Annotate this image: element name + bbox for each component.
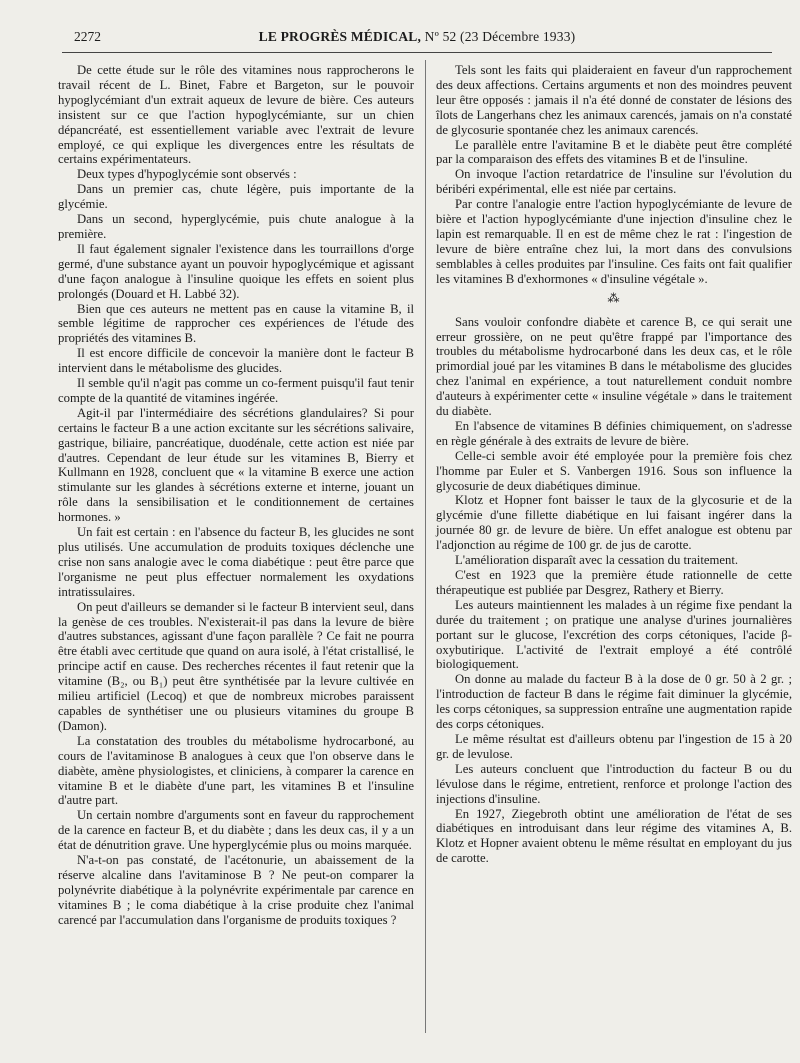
- section-asterism: ⁂: [607, 290, 621, 305]
- paragraph: On donne au malade du facteur B à la dose de 0 gr. 50 à 2 gr. ; l'introduction de facteur B dans le régime fait diminuer la glycémie, les corps cétoniques, sa suppression entraîne une augmentation rapide des corps cétoniques.: [436, 672, 792, 732]
- paragraph: Bien que ces auteurs ne mettent pas en cause la vitamine B, il semble légitime de rapprocher ces expériences de l'étude des propriétés des vitamines B.: [58, 301, 414, 346]
- paragraph: Agit-il par l'intermédiaire des sécrétions glandulaires? Si pour certains le facteur B a une action excitante sur les sécrétions salivaire, gastrique, biliaire, pancréatique, duodénale, cette action est niée par d'autres. Cependant de leur étude sur les vitamines B, Bierry et Kullmann en 1928, concluent que « la vitamine B exerce une action stimulante sur les glandes à sécrétions externe et interne, jouant un rôle dans la sensibilisation et le conditionnement de certaines hormones. »: [58, 405, 414, 525]
- paragraph: En l'absence de vitamines B définies chimiquement, on s'adresse en règle générale à des extraits de levure de bière.: [436, 418, 792, 448]
- paragraph: Les auteurs maintiennent les malades à un régime fixe pendant la durée du traitement ; on pratique une analyse d'urines journalières portant sur le glucose, l'excrétion des corps cétoniques, l'acide β-oxybutirique. L'activité de l'extrait employé a été contrôlé biologiquement.: [436, 597, 792, 672]
- paragraph: Deux types d'hypoglycémie sont observés :: [77, 167, 297, 182]
- paragraph: Sans vouloir confondre diabète et carence B, ce qui serait une erreur grossière, on ne peut qu'être frappé par l'importance des troubles du métabolisme hydrocarboné dans les deux cas, et le rôle primordial joué par les vitamines B dans le métabolisme des glucides chez l'animal en expérience, a tout naturellement conduit nombre d'auteurs à expérimenter cette « insuline végétale » dans le traitement du diabète.: [436, 314, 792, 419]
- paragraph: Dans un second, hyperglycémie, puis chute analogue à la première.: [58, 212, 414, 241]
- column-divider: [425, 60, 426, 1033]
- paragraph: La constatation des troubles du métabolisme hydrocarboné, au cours de l'avitaminose B analogues à ceux que l'on observe dans le diabète, amène physiologistes, et cliniciens, à comparer la carence en vitamine B et le diabète d'une part, les vitamines B et l'insuline d'autre part.: [58, 733, 414, 808]
- paragraph: On invoque l'action retardatrice de l'insuline sur l'évolution du béribéri expérimental, elle est niée par certains.: [436, 167, 792, 197]
- paragraph: Dans un premier cas, chute légère, puis importante de la glycémie.: [58, 182, 414, 212]
- paragraph: N'a-t-on pas constaté, de l'acétonurie, un abaissement de la réserve alcaline dans l'avitaminose B ? Ne peut-on comparer la polynévrite diabétique à la polynévrite expérimentale par carence en vitamines B ; le coma diabétique à la crise produite chez l'animal carencé par l'accumulation dans l'organisme de produits toxiques ?: [58, 853, 414, 927]
- paragraph: En 1927, Ziegebroth obtint une amélioration de l'état de ses diabétiques en introduisant dans leur régime des vitamines A, B. Klotz et Hopner avaient obtenu le même résultat en employant du jus de carotte.: [436, 806, 792, 866]
- paragraph: Un fait est certain : en l'absence du facteur B, les glucides ne sont plus utilisés. Une accumulation de produits toxiques déclenche une crise non sans analogie avec le coma diabétique : peut être parce que l'organisme ne peut plus effectuer normalement les oxydations intratissulaires.: [58, 525, 414, 599]
- page-header: [62, 26, 772, 48]
- paragraph: Klotz et Hopner font baisser le taux de la glycosurie et de la glycémie d'une fillette diabétique en lui faisant ingérer dans la journée 80 gr. de levure de bière. Un effet analogue est obtenu par l'adjonction au régime de 100 gr. de jus de carotte.: [436, 493, 792, 553]
- running-head: [62, 26, 772, 48]
- paragraph: Le même résultat est d'ailleurs obtenu par l'ingestion de 15 à 20 gr. de levulose.: [436, 731, 792, 761]
- paragraph: De cette étude sur le rôle des vitamines nous rapprocherons le travail récent de L. Binet, Fabre et Bargeton, sur le pouvoir hypoglycémiant d'un extrait aqueux de levure de bière. Ces auteurs insistent sur ce que l'action hypoglycémiante, sur un chien dépancréaté, est essentiellement variable avec l'extrait de levure employé, ce qui explique les divergences entre les résultats de certains expérimentateurs.: [58, 63, 414, 167]
- paragraph: C'est en 1923 que la première étude rationnelle de cette thérapeutique est publiée par Desgrez, Rathery et Bierry.: [436, 568, 792, 597]
- issue-info: Nº 52 (23 Décembre 1933): [424, 29, 576, 44]
- paragraph: Les auteurs concluent que l'introduction du facteur B ou du lévulose dans le régime, entretient, renforce et prolonge l'action des injections d'insuline.: [436, 761, 792, 806]
- right-column: [436, 63, 792, 866]
- paragraph: Celle-ci semble avoir été employée pour la première fois chez l'homme par Euler et S. Vanbergen 1916. Sous son influence la glycosurie de deux diabétiques diminue.: [436, 448, 792, 493]
- journal-title: LE PROGRÈS MÉDICAL,: [258, 29, 422, 44]
- paragraph: Le parallèle entre l'avitamine B et le diabète peut être complété par la comparaison des effets des vitamines B et de l'insuline.: [436, 137, 792, 167]
- paragraph: Il faut également signaler l'existence dans les tourraillons d'orge germé, d'une substance ayant un pouvoir hypoglycémique et agissant d'une façon analogue à l'insuline quoique les effets en soient plus prolongés (Douard et H. Labbé 32).: [58, 241, 414, 301]
- header-rule: [62, 52, 772, 53]
- paragraph: Un certain nombre d'arguments sont en faveur du rapprochement de la carence en facteur B, et du diabète ; dans les deux cas, il y a un état de dénutrition grave. Une hyperglycémie plus ou moins marquée.: [58, 808, 414, 853]
- paragraph: Tels sont les faits qui plaideraient en faveur d'un rapprochement des deux affections. Certains arguments et non des moindres peuvent leur être opposés : jamais il n'a été donné de constater de lésions des îlots de Langerhans chez les animaux carencés, jamais on n'a constaté de glycosurie spontanée chez les animaux carencés.: [436, 63, 792, 137]
- right-column-part-2: [436, 315, 792, 867]
- paragraph: L'amélioration disparaît avec la cessation du traitement.: [455, 553, 739, 568]
- paragraph: Par contre l'analogie entre l'action hypoglycémiante de levure de bière et l'action hypoglycémiante d'une injection d'insuline chez le lapin est remarquable. Il en est de même chez le rat : l'ingestion de levure de bière entraîne chez lui, la mort dans des convulsions semblables à celles produites par l'insuline. Ces faits ont fait qualifier les vitamines B d'exhormones « d'insuline végétale ».: [436, 197, 792, 286]
- page-number: 2272: [74, 29, 101, 44]
- right-column-part-1: [436, 63, 792, 287]
- left-column: [58, 63, 414, 928]
- paragraph: Il semble qu'il n'agit pas comme un co-ferment puisqu'il faut tenir compte de la quantité de vitamines ingérée.: [58, 376, 414, 405]
- paragraph: Il est encore difficile de concevoir la manière dont le facteur B intervient dans le métabolisme des glucides.: [58, 346, 414, 376]
- paragraph: On peut d'ailleurs se demander si le facteur B intervient seul, dans la genèse de ces troubles. N'existerait-il pas dans la levure de bière d'autres substances, agissant d'une façon parallèle ? Ce fait ne pourra être établi avec certitude que quand on aura isolé, à l'état cristallisé, le principe actif en cause. Des recherches récentes il faut retenir que la vitamine (B₂, ou B₁) peut être synthétisée par la levure cultivée en milieu artificiel (Lecoq) et que de nombreux microbes paraissent capables de synthétiser une ou plusieurs vitamines du groupe B (Damon).: [58, 599, 414, 733]
